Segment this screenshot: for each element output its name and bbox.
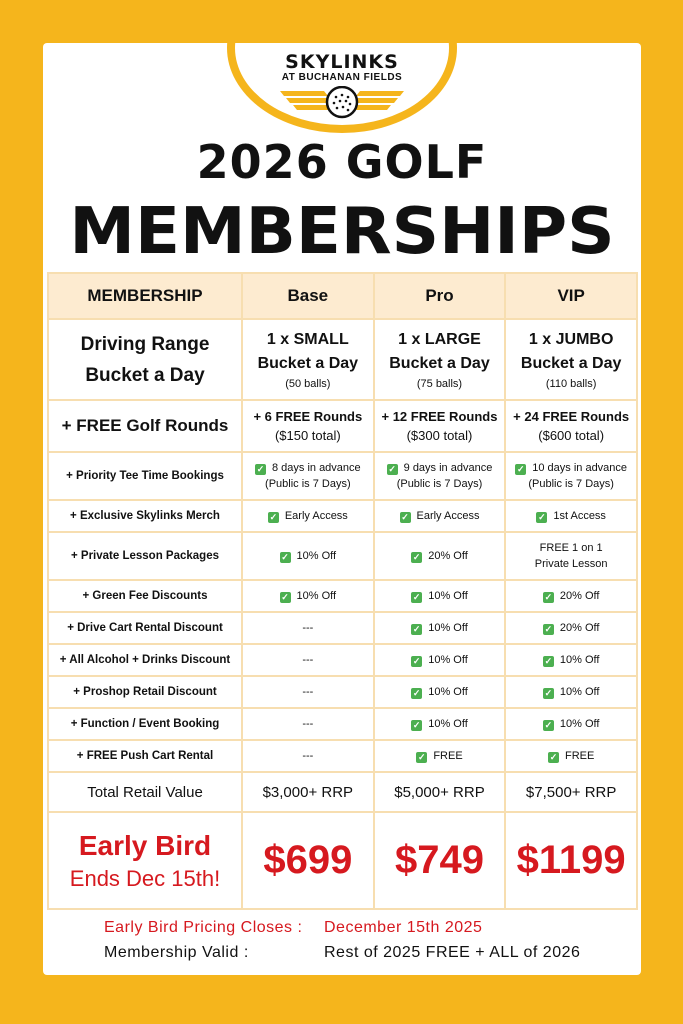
- table-row: [48, 676, 637, 708]
- row-label-lesson: + Private Lesson Packages: [48, 532, 242, 580]
- cell-vip-alcohol: [505, 644, 637, 676]
- check-icon: ✓: [412, 656, 421, 666]
- cell-text: 10 days in advance: [532, 462, 628, 474]
- cell-pro-tee: [374, 452, 506, 500]
- cell-line: + 24 FREE Rounds: [513, 409, 630, 424]
- cell-base-push: ---: [242, 740, 374, 772]
- cell-line: + 12 FREE Rounds: [381, 409, 498, 424]
- row-label-cart: + Drive Cart Rental Discount: [48, 612, 242, 644]
- check-icon: ✓: [281, 552, 289, 562]
- cell-line: ($150 total): [274, 428, 341, 443]
- header-pro: Pro: [374, 273, 506, 319]
- title-line-1: 2026 GOLF: [196, 135, 488, 189]
- row-label-total: Total Retail Value: [48, 772, 242, 812]
- early-bird-title: Early Bird: [78, 829, 212, 861]
- cell-pro-push: [374, 740, 506, 772]
- table-row: [48, 708, 637, 740]
- check-icon: ✓: [412, 688, 421, 698]
- cell-line: + 6 FREE Rounds: [253, 409, 363, 424]
- check-icon: ✓: [549, 752, 558, 762]
- row-label-proshop: + Proshop Retail Discount: [48, 676, 242, 708]
- row-label-green-fee: + Green Fee Discounts: [48, 580, 242, 612]
- logo-name: SKYLINKS: [285, 51, 399, 73]
- early-bird-deadline: Ends Dec 15th!: [69, 865, 221, 891]
- cell-vip-merch: [505, 500, 637, 532]
- cell-line: (Public is 7 Days): [528, 478, 614, 490]
- cell-text: Early Access: [416, 510, 480, 522]
- row-label-merch: + Exclusive Skylinks Merch: [48, 500, 242, 532]
- cell-text: 10% Off: [559, 718, 600, 730]
- cell-vip-function: [505, 708, 637, 740]
- cell-pro-function: [374, 708, 506, 740]
- check-icon: ✓: [269, 512, 278, 522]
- cell-vip-range: [505, 319, 637, 400]
- cell-base-merch: [242, 500, 374, 532]
- check-icon: ✓: [412, 552, 421, 562]
- cell-line: (50 balls): [285, 377, 331, 390]
- cell-text: 10% Off: [428, 686, 468, 698]
- check-icon: ✓: [418, 752, 426, 762]
- cell-text: 10% Off: [559, 686, 600, 698]
- cell-line: (110 balls): [545, 377, 597, 390]
- title-line-2: MEMBERSHIPS: [69, 195, 615, 269]
- check-icon: ✓: [401, 512, 409, 522]
- cell-line: Private Lesson: [534, 558, 608, 570]
- cell-line: Bucket a Day: [520, 354, 622, 372]
- cell-vip-proshop: [505, 676, 637, 708]
- cell-base-rounds: [242, 400, 374, 452]
- cell-base-tee: [242, 452, 374, 500]
- footer-valid-label: Membership Valid :: [104, 944, 249, 961]
- table-row: [48, 319, 637, 400]
- cell-text: 20% Off: [559, 590, 600, 602]
- cell-line: 1 x JUMBO: [528, 330, 614, 348]
- cell-line: (75 balls): [416, 377, 463, 390]
- cell-text: 10% Off: [428, 590, 468, 602]
- cell-line: Bucket a Day: [257, 354, 359, 372]
- check-icon: ✓: [544, 624, 553, 634]
- cell-vip-cart: [505, 612, 637, 644]
- cell-line: Bucket a Day: [389, 354, 490, 372]
- check-icon: ✓: [544, 720, 553, 730]
- check-icon: ✓: [544, 688, 553, 698]
- check-icon: ✓: [281, 592, 289, 602]
- table-row: [48, 812, 637, 909]
- cell-text: 8 days in advance: [271, 462, 361, 474]
- cell-text: FREE: [564, 750, 595, 762]
- cell-text: 10% Off: [428, 718, 468, 730]
- cell-vip-total: $7,500+ RRP: [505, 772, 637, 812]
- cell-text: 10% Off: [559, 654, 600, 666]
- table-row: [48, 400, 637, 452]
- cell-text: 1st Access: [553, 510, 606, 522]
- cell-vip-lesson: [505, 532, 637, 580]
- cell-vip-tee: [505, 452, 637, 500]
- cell-base-proshop: ---: [242, 676, 374, 708]
- cell-text: 9 days in advance: [403, 462, 493, 474]
- cell-text: 20% Off: [559, 622, 600, 634]
- cell-vip-push: [505, 740, 637, 772]
- cell-pro-merch: [374, 500, 506, 532]
- cell-line: FREE 1 on 1: [539, 542, 603, 554]
- cell-pro-range: [374, 319, 506, 400]
- check-icon: ✓: [412, 592, 421, 602]
- cell-pro-proshop: [374, 676, 506, 708]
- footer-closes-value: December 15th 2025: [324, 919, 483, 936]
- price-base: $699: [242, 812, 374, 909]
- label-line: Bucket a Day: [85, 364, 205, 386]
- table-header-row: [48, 273, 637, 319]
- table-row: [48, 580, 637, 612]
- membership-table: [47, 272, 638, 910]
- cell-line: (Public is 7 Days): [265, 478, 351, 490]
- footer-closes-label: Early Bird Pricing Closes :: [104, 919, 303, 936]
- cell-line: 1 x LARGE: [398, 330, 481, 348]
- table-row: [48, 500, 637, 532]
- cell-base-alcohol: ---: [242, 644, 374, 676]
- cell-text: 10% Off: [428, 654, 468, 666]
- cell-text: 10% Off: [296, 550, 337, 562]
- check-icon: ✓: [544, 656, 553, 666]
- cell-pro-cart: [374, 612, 506, 644]
- check-icon: ✓: [388, 464, 396, 474]
- row-label-tee-time: + Priority Tee Time Bookings: [48, 452, 242, 500]
- cell-base-cart: ---: [242, 612, 374, 644]
- table-row: [48, 452, 637, 500]
- row-label-golf-rounds: + FREE Golf Rounds: [48, 400, 242, 452]
- header-base: Base: [242, 273, 374, 319]
- price-pro: $749: [374, 812, 506, 909]
- cell-line: (Public is 7 Days): [396, 478, 483, 490]
- check-icon: ✓: [256, 464, 265, 474]
- cell-text: Early Access: [284, 510, 348, 522]
- table-row: [48, 740, 637, 772]
- cell-text: 10% Off: [296, 590, 337, 602]
- row-label-driving-range: [48, 319, 242, 400]
- check-icon: ✓: [516, 464, 525, 474]
- row-label-alcohol: + All Alcohol + Drinks Discount: [48, 644, 242, 676]
- cell-base-range: [242, 319, 374, 400]
- logo: [43, 49, 641, 125]
- row-label-early-bird: [48, 812, 242, 909]
- cell-pro-alcohol: [374, 644, 506, 676]
- price-vip: $1199: [505, 812, 637, 909]
- cell-pro-rounds: [374, 400, 506, 452]
- header-membership: MEMBERSHIP: [48, 273, 242, 319]
- cell-vip-green: [505, 580, 637, 612]
- table-row: [48, 532, 637, 580]
- cell-base-green: [242, 580, 374, 612]
- logo-subtitle: AT BUCHANAN FIELDS: [281, 72, 403, 83]
- footer-valid-value: Rest of 2025 FREE + ALL of 2026: [324, 944, 581, 961]
- label-line: Driving Range: [80, 333, 210, 355]
- cell-vip-rounds: [505, 400, 637, 452]
- cell-base-lesson: [242, 532, 374, 580]
- cell-text: 10% Off: [428, 622, 468, 634]
- row-label-push-cart: + FREE Push Cart Rental: [48, 740, 242, 772]
- table-row: [48, 772, 637, 812]
- cell-text: FREE: [433, 750, 463, 762]
- cell-base-function: ---: [242, 708, 374, 740]
- check-icon: ✓: [412, 720, 421, 730]
- cell-pro-total: $5,000+ RRP: [374, 772, 506, 812]
- cell-pro-lesson: [374, 532, 506, 580]
- cell-base-total: $3,000+ RRP: [242, 772, 374, 812]
- cell-line: ($300 total): [406, 428, 473, 443]
- cell-line: ($600 total): [538, 428, 605, 443]
- membership-card: [43, 43, 641, 975]
- check-icon: ✓: [412, 624, 421, 634]
- cell-pro-green: [374, 580, 506, 612]
- row-label-function: + Function / Event Booking: [48, 708, 242, 740]
- check-icon: ✓: [538, 512, 546, 522]
- table-row: [48, 612, 637, 644]
- table-row: [48, 644, 637, 676]
- golf-ball-wings-icon: [280, 86, 404, 120]
- check-icon: ✓: [544, 592, 553, 602]
- cell-text: 20% Off: [428, 550, 468, 562]
- header-vip: VIP: [505, 273, 637, 319]
- cell-line: 1 x SMALL: [266, 330, 349, 348]
